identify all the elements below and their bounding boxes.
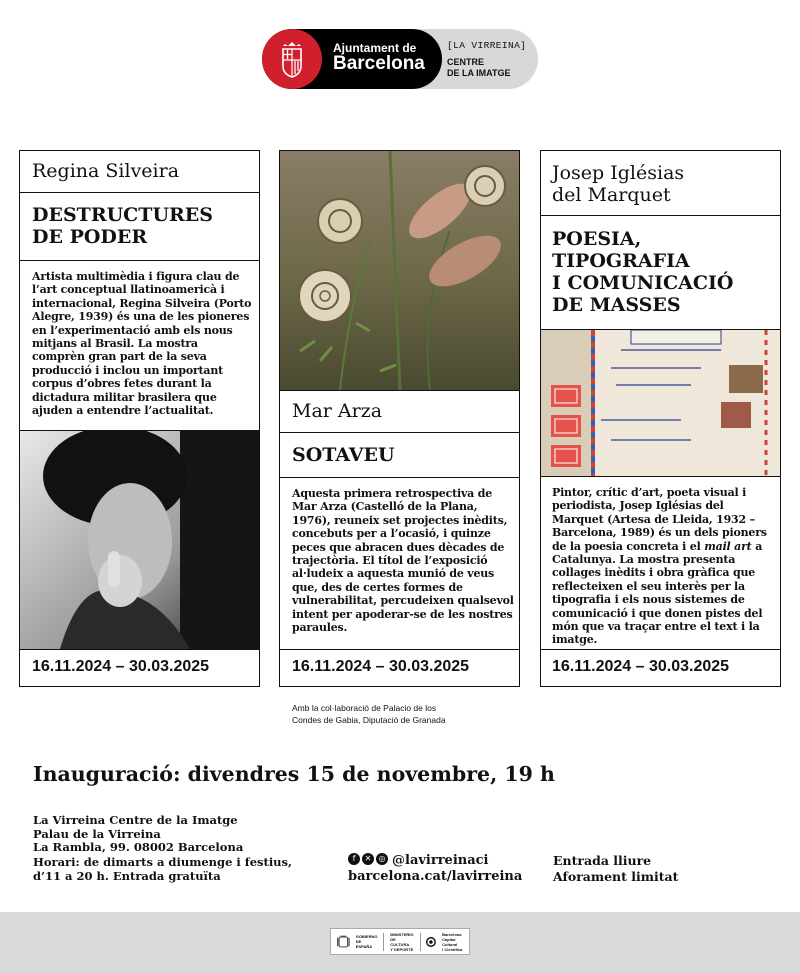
exhibition-title: SOTAVEU <box>292 444 395 466</box>
barcelona-label: Barcelona <box>333 53 425 74</box>
divider <box>420 933 421 951</box>
divider <box>383 933 384 951</box>
capital-label: Barcelona Capital Cultural i Científica <box>442 931 463 952</box>
divider <box>19 649 260 650</box>
exhibition-dates: 16.11.2024 – 30.03.2025 <box>552 658 730 675</box>
exhibition-title: POESIA, TIPOGRAFIA I COMUNICACIÓ DE MASSES <box>552 228 734 316</box>
divider <box>540 649 781 650</box>
mail-art-italic: mail art <box>704 539 752 553</box>
collaboration-note: Amb la col·laboració de Palacio de los Condes de Gabia, Diputació de Granada <box>292 703 446 725</box>
mail-art-collage-photo <box>541 330 780 476</box>
institutional-logos <box>330 928 470 955</box>
divider <box>540 215 781 216</box>
divider <box>540 476 781 477</box>
x-icon[interactable]: ✕ <box>362 853 374 865</box>
social-icons <box>348 853 388 865</box>
artist-name: Mar Arza <box>292 400 383 422</box>
artist-name: Josep Iglésias del Marquet <box>552 162 685 206</box>
ajuntament-label: Ajuntament de <box>333 41 417 55</box>
instagram-icon[interactable]: ◎ <box>376 853 388 865</box>
social-handle[interactable]: @lavirreinaci <box>392 853 489 868</box>
opening-hours: Horari: de dimarts a diumenge i festius, d’11 a 20 h. Entrada gratuïta <box>33 855 293 883</box>
website-link[interactable]: barcelona.cat/lavirreina <box>348 869 523 884</box>
divider <box>19 260 260 261</box>
divider <box>279 477 520 478</box>
facebook-icon[interactable]: f <box>348 853 360 865</box>
barcelona-crest-icon <box>280 40 304 78</box>
exhibition-dates: 16.11.2024 – 30.03.2025 <box>32 658 210 675</box>
exhibition-title: DESTRUCTURES DE PODER <box>32 204 214 248</box>
centre-label: CENTRE DE LA IMATGE <box>447 57 511 78</box>
exhibition-description: Aquesta primera retrospectiva de Mar Arza (Castelló de la Plana, 1976), reuneix set projectes inèdits, concebuts per a l’ocasió, i quinze peces que abracen dues dècades de trajectòria. El títol de l’exposició al·ludeix a aquesta munió de veus que, des de certes formes de vulnerabilitat, percudeixen qualsevol intent per apoderar-se de les nostres paraules. <box>292 487 514 635</box>
entry-info: Entrada lliure Aforament limitat <box>553 853 679 884</box>
ministry-label: MINISTERIO DE CULTURA Y DEPORTE <box>390 931 414 952</box>
divider <box>279 649 520 650</box>
divider <box>19 192 260 193</box>
spain-crest-icon <box>337 932 350 952</box>
capital-cultural-icon <box>426 935 436 949</box>
divider <box>279 390 520 391</box>
virreina-tag: [LA VIRREINA] <box>447 40 527 51</box>
gov-label: GOBIERNO DE ESPAÑA <box>355 934 378 949</box>
exhibition-description: Pintor, crític d’art, poeta visual i periodista, Josep Iglésias del Marquet (Artesa de Lleida, 1932 – Barcelona, 1989) és un dels pioners de la poesia concreta i el mail art a Catalunya. La mostra presenta collages inèdits i obra gràfica que reflecteixen el seu interès per la tipografia i els nous sistemes de comunicació i que donen pistes del món que va traçar entre el text i la imatge. <box>552 486 767 647</box>
snails-photo <box>280 151 519 390</box>
artist-name: Regina Silveira <box>32 160 180 182</box>
address-block: La Virreina Centre de la Imatge Palau de la Virreina La Rambla, 99. 08002 Barcelona <box>33 813 244 854</box>
exhibition-dates: 16.11.2024 – 30.03.2025 <box>292 658 470 675</box>
inauguration-heading: Inauguració: divendres 15 de novembre, 19 h <box>33 762 555 786</box>
regina-silveira-photo <box>20 431 259 649</box>
exhibition-description: Artista multimèdia i figura clau de l’art conceptual llatinoamericà i internacional, Regina Silveira (Porto Alegre, 1939) és una de les pioneres en l’experimentació amb els nous mitjans al Brasil. La mostra comprèn gran part de la seva producció i inclou un important corpus d’obres fetes durant la dictadura militar brasilera que ajuden a entendre l’actualitat. <box>32 270 252 418</box>
divider <box>279 432 520 433</box>
